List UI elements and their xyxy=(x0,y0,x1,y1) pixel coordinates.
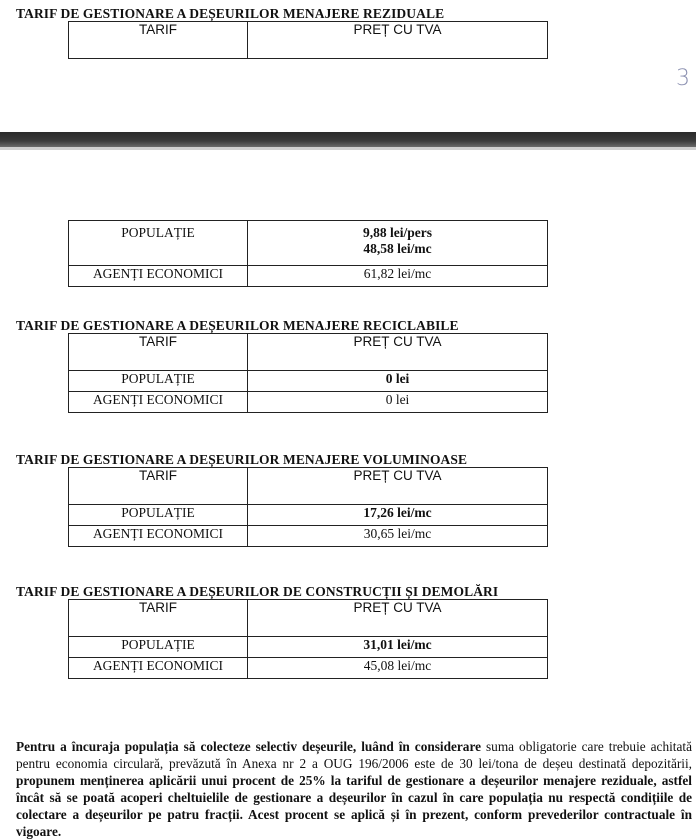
table-row xyxy=(69,371,548,392)
paragraph-bold-part-2: propunem menținerea aplicării unui procent de 25% la tariful de gestionare a deșeurilor menajere reziduale, astfel încât să se poată acoperi cheltuielile de gestionare a deșeurilor în cazul în care populația nu respectă condițiile de colectare a deșeurilor pe patru fracții. Acest procent se aplică și în prezent, conform prevederilor contractuale în vigoare. xyxy=(16,773,692,839)
table2-row1-label: POPULAȚIE xyxy=(69,371,248,392)
table4-row2-value: 45,08 lei/mc xyxy=(248,658,548,679)
table3-header-pret: PREȚ CU TVA xyxy=(248,468,548,505)
table2-row1-value: 0 lei xyxy=(248,371,548,392)
table4-title: TARIF DE GESTIONARE A DEȘEURILOR DE CONSTRUCȚII ȘI DEMOLĂRI xyxy=(16,584,499,599)
table4-row1-label: POPULAȚIE xyxy=(69,637,248,658)
table1-header-tarif: TARIF xyxy=(69,22,248,59)
table2-header-pret: PREȚ CU TVA xyxy=(248,334,548,371)
scan-page-break-edge xyxy=(0,147,696,150)
table2-row2-label: AGENȚI ECONOMICI xyxy=(69,392,248,413)
table1-row1-label: POPULAȚIE xyxy=(69,221,248,266)
table1-row1-value-line2: 48,58 lei/mc xyxy=(363,241,432,256)
table1-title: TARIF DE GESTIONARE A DEȘEURILOR MENAJERE REZIDUALE xyxy=(16,6,445,21)
table1-row2-value: 61,82 lei/mc xyxy=(248,266,548,287)
table2-title: TARIF DE GESTIONARE A DEȘEURILOR MENAJERE RECICLABILE xyxy=(16,318,459,333)
table1-header-pret: PREȚ CU TVA xyxy=(248,22,548,59)
table3 xyxy=(68,467,548,547)
table3-row2-label: AGENȚI ECONOMICI xyxy=(69,526,248,547)
table3-row1-label: POPULAȚIE xyxy=(69,505,248,526)
table1-row2-label: AGENȚI ECONOMICI xyxy=(69,266,248,287)
table4 xyxy=(68,599,548,679)
table1-row1-value xyxy=(248,221,548,266)
table-row xyxy=(69,637,548,658)
table2 xyxy=(68,333,548,413)
scan-page-break xyxy=(0,132,696,147)
table-row xyxy=(69,526,548,547)
page-number: 3 xyxy=(676,66,690,91)
table-row xyxy=(69,505,548,526)
table3-row1-value: 17,26 lei/mc xyxy=(248,505,548,526)
table1-body xyxy=(68,220,548,287)
closing-paragraph xyxy=(16,738,692,840)
table2-row2-value: 0 lei xyxy=(248,392,548,413)
table-row xyxy=(69,266,548,287)
table-row xyxy=(69,658,548,679)
table1-header-table xyxy=(68,21,548,59)
paragraph-bold-part-1: Pentru a încuraja populația să colecteze selectiv deșeurile, luând în considerare xyxy=(16,739,482,754)
table3-title: TARIF DE GESTIONARE A DEȘEURILOR MENAJERE VOLUMINOASE xyxy=(16,452,468,467)
table4-header-tarif: TARIF xyxy=(69,600,248,637)
table1-row1-value-line1: 9,88 lei/pers xyxy=(363,225,432,240)
table-row xyxy=(69,392,548,413)
table4-header-pret: PREȚ CU TVA xyxy=(248,600,548,637)
table4-row2-label: AGENȚI ECONOMICI xyxy=(69,658,248,679)
table3-row2-value: 30,65 lei/mc xyxy=(248,526,548,547)
table2-header-tarif: TARIF xyxy=(69,334,248,371)
table-row xyxy=(69,221,548,266)
table3-header-tarif: TARIF xyxy=(69,468,248,505)
paragraph-normal-part: suma obligatorie care trebuie achitată pentru economia circulară, prevăzută în Anexa nr 2 a OUG 196/2006 este de 30 lei/tona de deșeu destinată depozitării, xyxy=(16,739,692,771)
table4-row1-value: 31,01 lei/mc xyxy=(248,637,548,658)
